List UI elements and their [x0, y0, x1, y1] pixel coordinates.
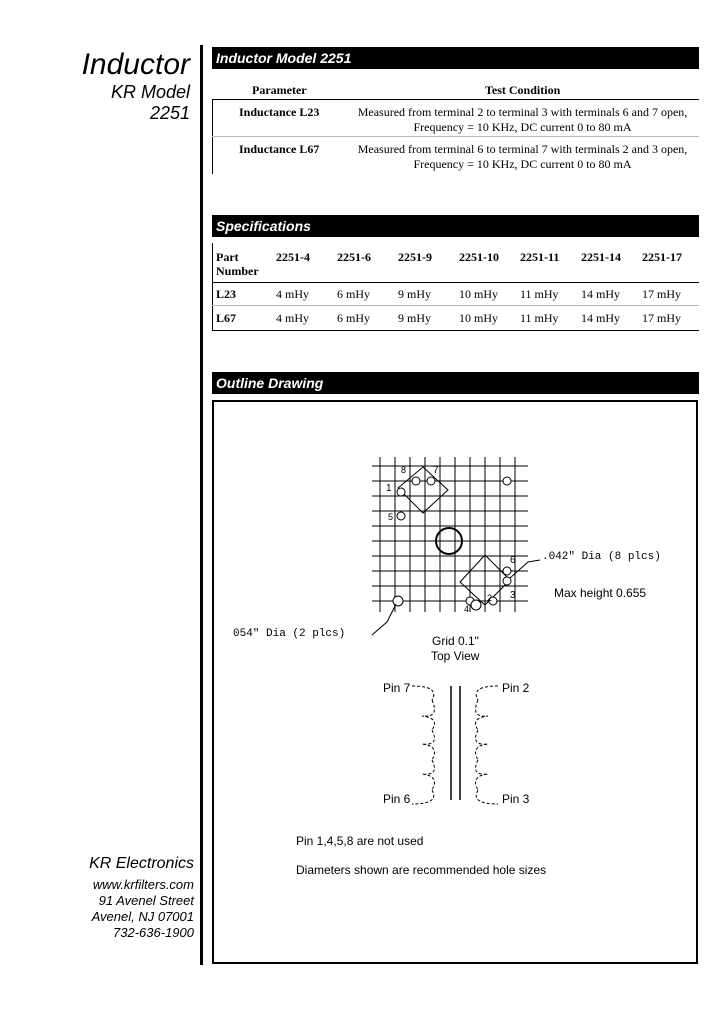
spec-value: 9 mHy — [398, 311, 431, 325]
specs-section-header: Specifications — [212, 215, 699, 237]
col-parameter-header: Parameter — [252, 83, 307, 97]
spec-value: 10 mHy — [459, 287, 498, 301]
spec-value: 14 mHy — [581, 311, 620, 325]
schematic-pin3: Pin 3 — [502, 792, 530, 806]
spec-value: 6 mHy — [337, 287, 370, 301]
row-l23-condition-1: Measured from terminal 2 to terminal 3 with terminals 6 and 7 open, — [357, 105, 688, 119]
part-header: 2251-4 — [276, 250, 310, 264]
row-l23-condition-2: Frequency = 10 KHz, DC current 0 to 80 mA — [413, 120, 632, 134]
large-hole-diameter: 054" Dia (2 plcs) — [233, 628, 346, 640]
company-name: KR Electronics — [89, 855, 194, 872]
row-l67-condition-1: Measured from terminal 6 to terminal 7 with terminals 2 and 3 open, — [357, 142, 688, 156]
small-hole-diameter: .042" Dia (8 plcs) — [542, 551, 661, 563]
hole-size-note: Diameters shown are recommended hole sizes — [296, 863, 547, 877]
part-header: 2251-10 — [459, 250, 499, 264]
pin-label-1: 1 — [386, 483, 392, 494]
unused-pins-note: Pin 1,4,5,8 are not used — [296, 834, 424, 848]
part-header: 2251-17 — [642, 250, 682, 264]
row-label-l23: L23 — [216, 287, 237, 301]
col-condition-header: Test Condition — [485, 83, 561, 97]
part-header: 2251-9 — [398, 250, 432, 264]
spec-value: 11 mHy — [520, 311, 559, 325]
schematic-pin6: Pin 6 — [383, 792, 411, 806]
grid-label: Grid 0.1" — [432, 634, 479, 648]
website: www.krfilters.com — [92, 877, 194, 892]
schematic-pin7: Pin 7 — [383, 681, 411, 695]
spec-value: 4 mHy — [276, 311, 309, 325]
part-header: 2251-11 — [520, 250, 560, 264]
row-l67-condition-2: Frequency = 10 KHz, DC current 0 to 80 mA — [413, 157, 632, 171]
view-label: Top View — [431, 649, 480, 663]
model-section-header: Inductor Model 2251 — [212, 47, 699, 69]
outline-section-header: Outline Drawing — [212, 372, 699, 394]
pin-holes — [393, 477, 511, 610]
spec-value: 14 mHy — [581, 287, 620, 301]
row-l67-parameter: Inductance L67 — [239, 142, 320, 156]
row-label-l67: L67 — [216, 311, 237, 325]
part-header: 2251-6 — [337, 250, 371, 264]
part-number-label-2: Number — [216, 264, 259, 278]
spec-value: 10 mHy — [459, 311, 498, 325]
sidebar-title: Inductor — [81, 48, 190, 81]
street-address: 91 Avenel Street — [98, 893, 194, 908]
pin-label-2: 2 — [487, 593, 493, 603]
pin-label-6: 6 — [510, 555, 516, 566]
schematic — [412, 686, 498, 804]
row-l23-parameter: Inductance L23 — [239, 105, 320, 119]
spec-value: 17 mHy — [642, 287, 681, 301]
sidebar-subtitle: KR Model — [110, 82, 190, 102]
phone-number: 732-636-1900 — [113, 925, 194, 940]
sidebar-model: 2251 — [149, 103, 190, 123]
max-height: Max height 0.655 — [554, 586, 647, 600]
schematic-pin2: Pin 2 — [502, 681, 530, 695]
spec-value: 11 mHy — [520, 287, 559, 301]
spec-value: 17 mHy — [642, 311, 681, 325]
part-number-label-1: Part — [216, 250, 239, 264]
pin-label-5: 5 — [388, 512, 394, 522]
pin-label-7: 7 — [433, 465, 439, 476]
pin-label-8: 8 — [401, 465, 407, 475]
spec-value: 9 mHy — [398, 287, 431, 301]
city-address: Avenel, NJ 07001 — [91, 909, 194, 924]
spec-value: 4 mHy — [276, 287, 309, 301]
pin-label-3: 3 — [510, 590, 516, 601]
pin-label-4: 4 — [464, 604, 470, 614]
body-outline — [398, 467, 510, 605]
part-header: 2251-14 — [581, 250, 621, 264]
spec-value: 6 mHy — [337, 311, 370, 325]
